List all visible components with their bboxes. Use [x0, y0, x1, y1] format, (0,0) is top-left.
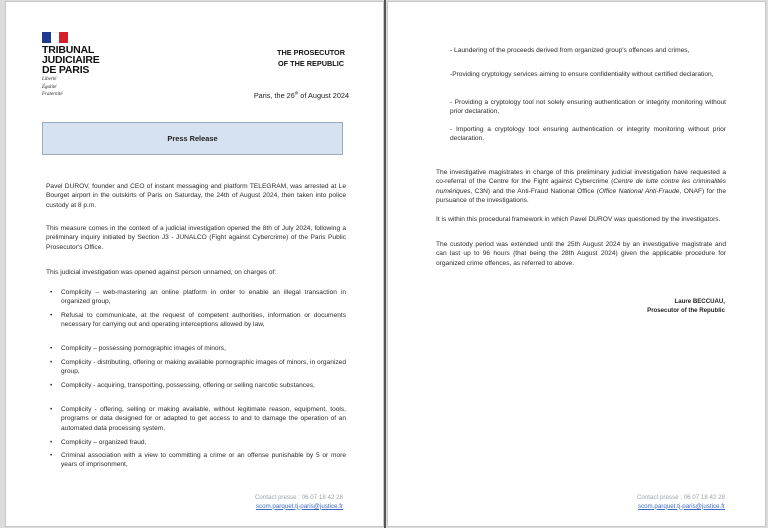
onaf-french-name: Office National Anti-Fraude [598, 187, 680, 195]
french-flag-icon [42, 32, 68, 43]
charge-item: • Complicity - offering, selling or making available, without legitimate reason, equipment, tools, programs or data designed for or adapted to get access to and to damage the operation of an automated data processing system, [50, 406, 346, 432]
press-contact-email-link[interactable]: scom.parquet.tj-paris@justice.fr [255, 502, 343, 510]
paragraph-questioned: It is within this procedural framework in which Pavel DUROV was questioned by the investigators. [436, 216, 721, 223]
charge-text: Refusal to communicate, at the request of competent authorities, information or documents necessary for carrying out and operating interceptions allowed by law, [61, 312, 346, 329]
charge-item: • Complicity - distributing, offering or making available pornographic images of minors, in organized group, [50, 359, 346, 376]
press-contact-footer [255, 494, 343, 511]
paragraph-co-referral [436, 168, 726, 206]
document-page-2 [387, 1, 766, 527]
paragraph-custody: The custody period was extended until the 25th August 2024 by an investigative magistrate and can last up to 96 hours (that being the 28th August 2024) given the applicable procedure for organized crime offences, as referred to above. [436, 241, 726, 267]
prosecutor-header [277, 48, 345, 69]
prosecutor-header-line2: OF THE REPUBLIC [277, 58, 345, 68]
charge-text: Complicity – possessing pornographic images of minors, [61, 345, 226, 352]
press-contact-email-link[interactable]: scom.parquet.tj-paris@justice.fr [637, 502, 725, 510]
org-name-line2: DE PARIS [42, 64, 90, 76]
paragraph-context: This measure comes in the context of a judicial investigation opened the 8th of July 2024, following a preliminary inquiry initiated by Section J3 - JUNALCO (Fight against Cybercrime) of the Paris Public Prosecutor's Office. [46, 225, 346, 251]
paragraph-arrest: Pavel DUROV, founder and CEO of instant messaging and platform TELEGRAM, was arrested at Le Bourget airport in the outskirts of Paris on Saturday, the 24th of August 2024, then taken into police custody at 8 p.m. [46, 183, 346, 209]
press-release-title: Press Release [167, 134, 218, 143]
co-referral-text: , C3N) and the Anti-Fraud National Office ( [470, 187, 599, 195]
charge-text: Complicity - distributing, offering or making available pornographic images of minors, in organized group, [61, 359, 346, 376]
charge-text: Complicity – web-mastering an online platform in order to enable an illegal transaction in organized group, [61, 289, 346, 306]
prosecutor-header-line1: THE PROSECUTOR [277, 48, 345, 57]
co-referral-text: The investigative magistrates in charge of this preliminary judicial investigation have requested a co-referral of the Centre for the Fight against Cybercrime ( [436, 169, 726, 186]
press-release-banner [42, 122, 343, 155]
charge-item: • Criminal association with a view to committing a crime or an offense punishable by 5 or more years of imprisonment, [50, 452, 346, 469]
motto-egalite: Égalité [42, 84, 57, 90]
document-page-1 [5, 1, 384, 527]
charge-item: • Complicity – organized fraud, [50, 438, 346, 447]
charge-text: Complicity - acquiring, transporting, possessing, offering or selling narcotic substances, [61, 382, 315, 389]
charge-item: • Refusal to communicate, at the request of competent authorities, information or documents necessary for carrying out and operating interceptions allowed by law, [50, 312, 346, 329]
charge-item: • Complicity – possessing pornographic images of minors, [50, 344, 346, 353]
date-suffix: of August 2024 [298, 91, 349, 100]
org-name-line1: TRIBUNAL JUDICIAIRE [42, 44, 100, 66]
date-prefix: Paris, the 26 [253, 91, 295, 100]
press-contact-phone: Contact presse : 06 07 18 42 28 [254, 494, 343, 501]
paragraph-charges-intro: This judicial investigation was opened against person unnamed, on charges of: [46, 269, 277, 276]
document-date [254, 91, 349, 100]
press-contact-phone: Contact presse : 06 07 18 42 28 [636, 494, 725, 501]
c3n-french-name: Centre de lutte contre les criminalités numériques [436, 178, 726, 195]
motto-fraternite: Fraternité [42, 92, 63, 97]
signatory-name: Laure BECCUAU, [674, 298, 725, 305]
signatory-title: Prosecutor of the Republic [647, 307, 725, 314]
charge-text: Complicity - offering, selling or making available, without legitimate reason, equipment, tools, programs or data designed for or adapted to get access to and to damage the operation of an automated data processing system, [61, 406, 346, 432]
charge-item: • Complicity – web-mastering an online platform in order to enable an illegal transaction in organized group, [50, 289, 346, 306]
motto-liberte: Liberté [42, 77, 57, 82]
press-contact-footer [637, 494, 725, 511]
charge-text: Criminal association with a view to committing a crime or an offense punishable by 5 or more years of imprisonment, [61, 452, 346, 469]
charge-item: • Complicity - acquiring, transporting, possessing, offering or selling narcotic substances, [50, 381, 346, 390]
tribunal-logo [42, 32, 152, 98]
charge-item: - Providing a cryptology tool not solely ensuring authentication or integrity monitoring without prior declaration, [450, 99, 726, 116]
charge-item: - Laundering of the proceeds derived from organized group's offences and crimes, [450, 47, 690, 54]
date-sup: th [294, 90, 299, 96]
signature-block [647, 297, 725, 315]
co-referral-text: , ONAF) for the pursuance of the investigations. [436, 187, 726, 205]
charge-item: - Importing a cryptology tool ensuring authentication or integrity monitoring without prior declaration. [450, 126, 726, 143]
page-separator [384, 0, 386, 528]
charge-text: Complicity – organized fraud, [61, 439, 147, 446]
charge-item: -Providing cryptology services aiming to ensure confidentiality without certified declaration, [450, 71, 714, 78]
